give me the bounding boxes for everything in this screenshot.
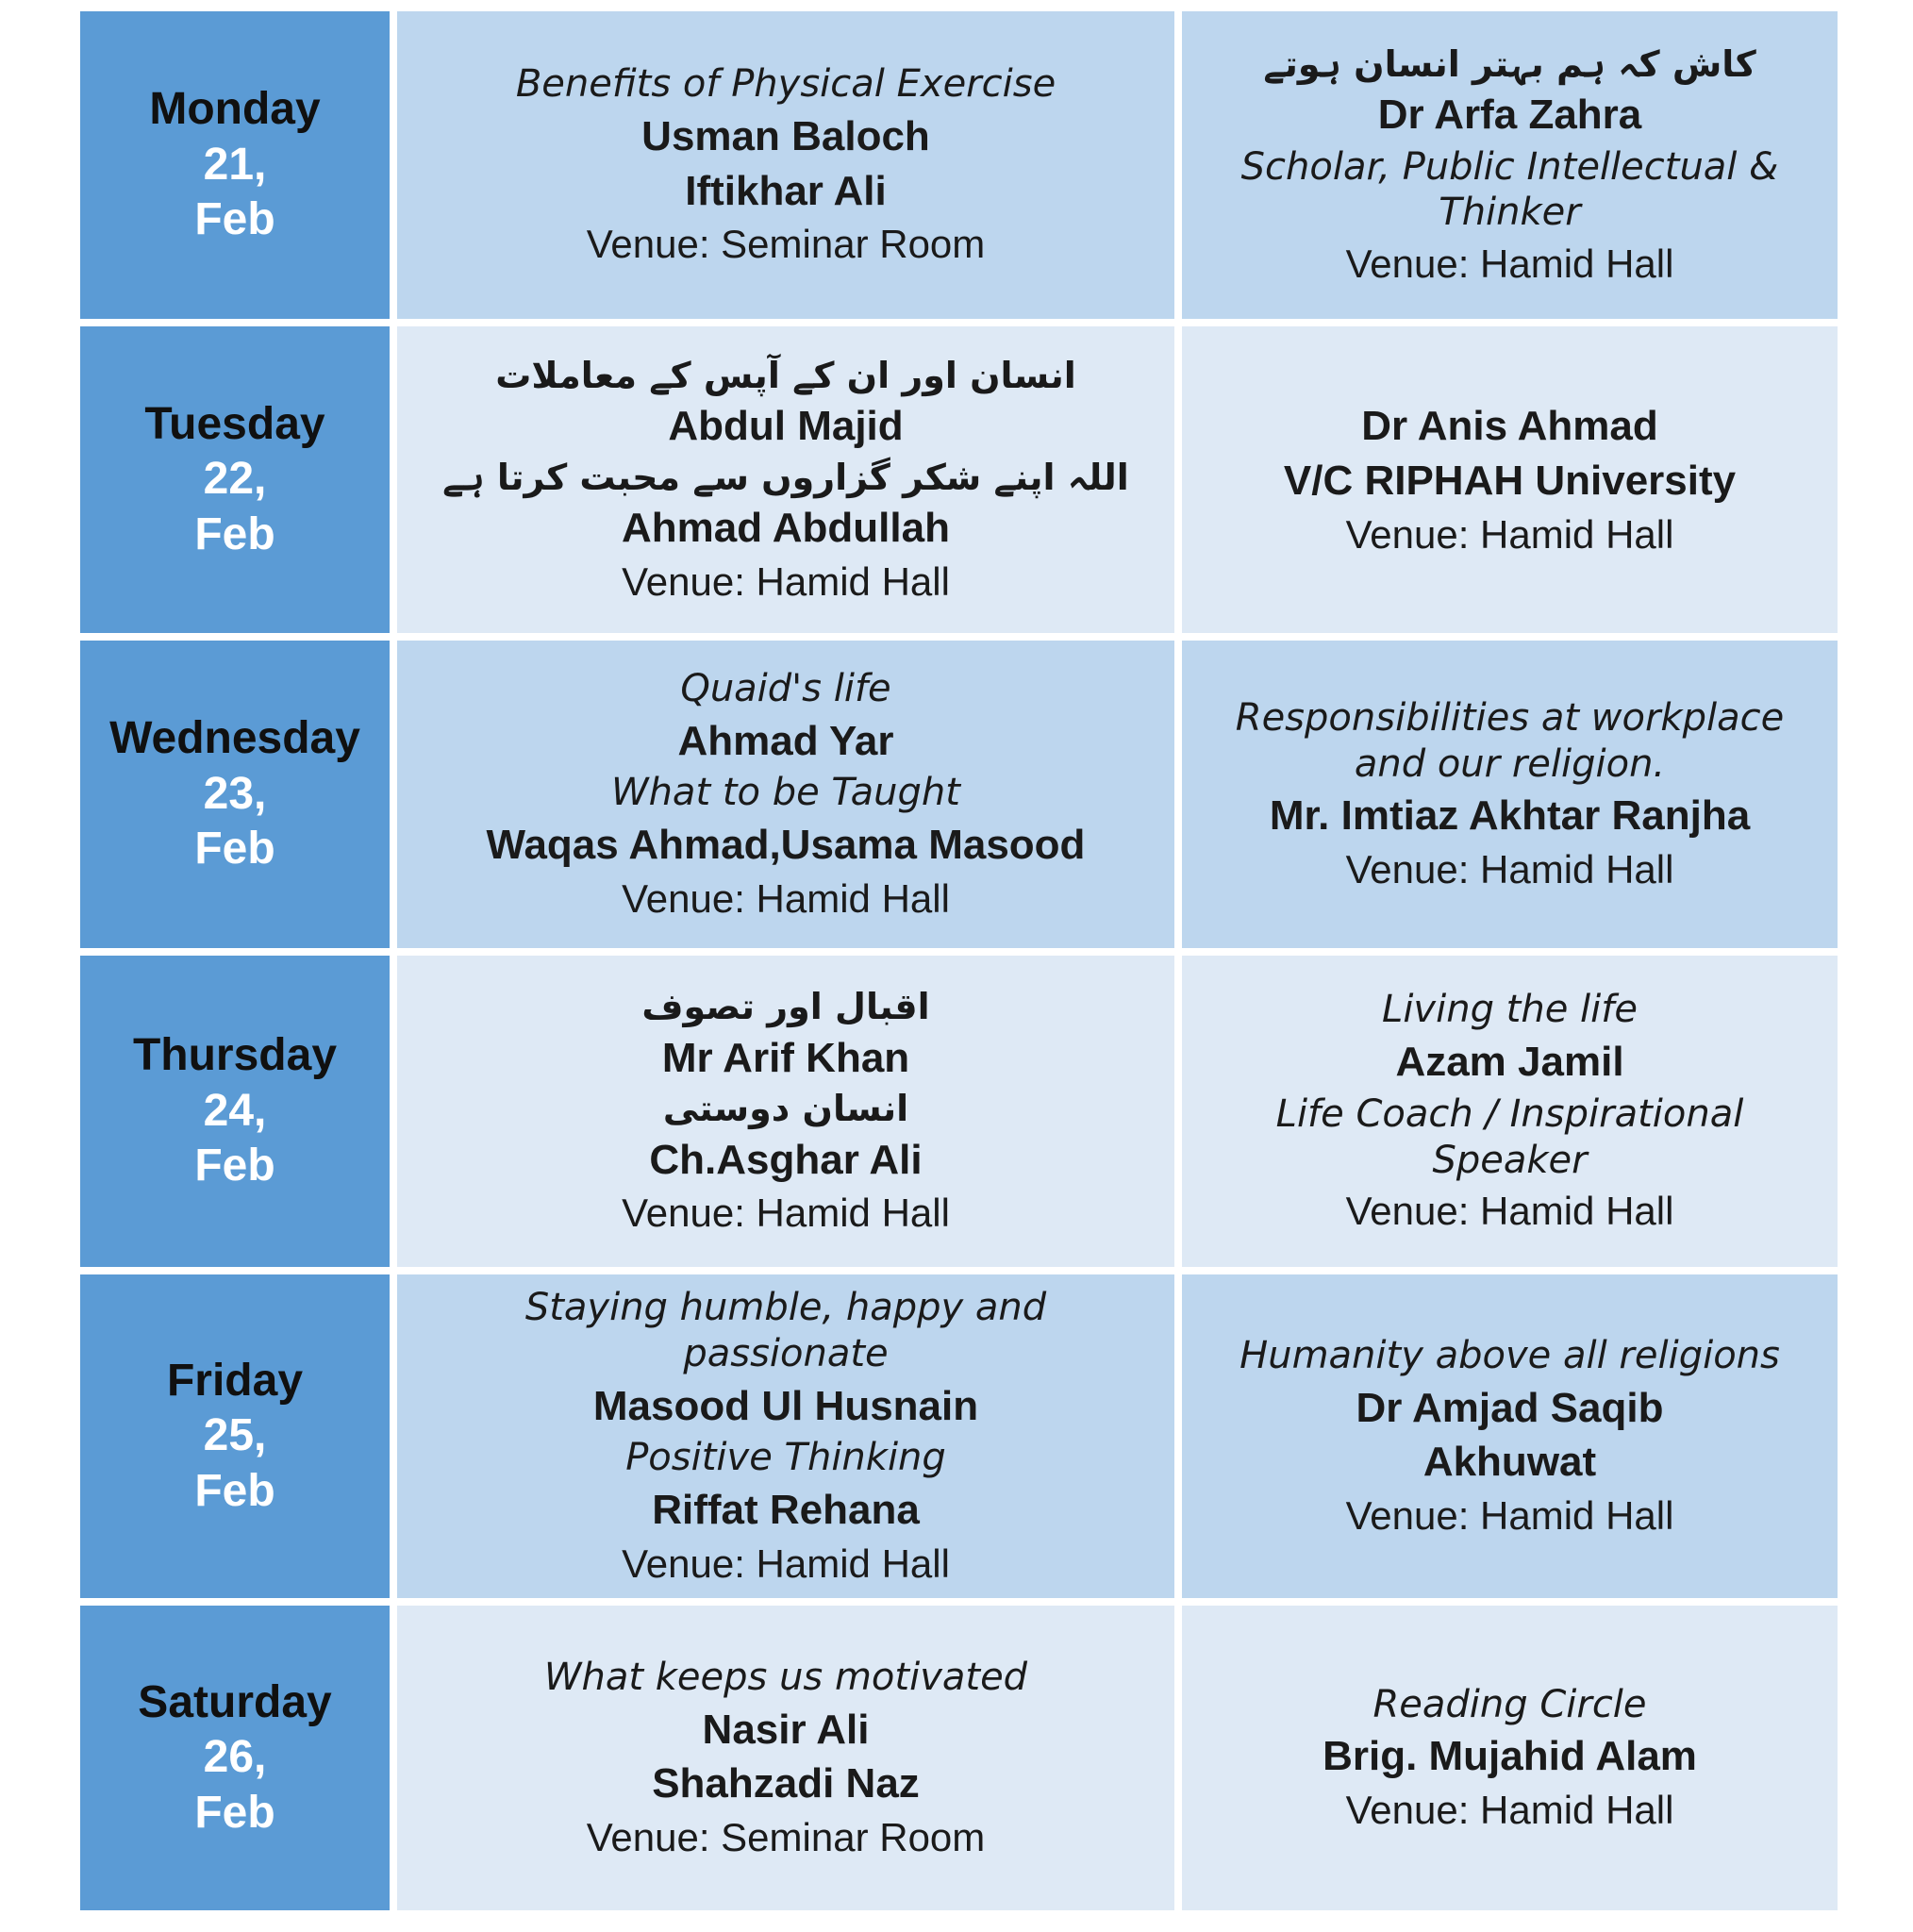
session-title-urdu: انسان اور ان کے آپس کے معاملات — [495, 354, 1076, 396]
speaker-name: Mr Arif Khan — [661, 1034, 910, 1081]
session-title: Staying humble, happy and passionate — [524, 1286, 1047, 1375]
session-cell-monday-right — [1182, 11, 1838, 319]
speaker-name: Shahzadi Naz — [652, 1760, 920, 1807]
venue-label: Venue: Hamid Hall — [622, 558, 950, 604]
session-title: Humanity above all religions — [1239, 1333, 1780, 1377]
session-title: What keeps us motivated — [543, 1655, 1028, 1699]
day-date: 21, — [203, 139, 267, 190]
day-name: Friday — [166, 1355, 304, 1406]
venue-label: Venue: Hamid Hall — [1345, 1492, 1674, 1538]
day-cell-tuesday — [80, 326, 390, 633]
day-name: Saturday — [138, 1676, 332, 1727]
venue-label: Venue: Hamid Hall — [1345, 1788, 1674, 1833]
day-cell-wednesday — [80, 641, 390, 948]
schedule-table — [80, 11, 1838, 1910]
session-cell-tuesday-right — [1182, 326, 1838, 633]
day-name: Thursday — [132, 1030, 338, 1081]
session-title-urdu: کاش کہ ہم بہتر انسان ہوتے — [1263, 42, 1756, 85]
speaker-name: Ahmad Yar — [677, 717, 894, 764]
session-cell-saturday-left — [397, 1606, 1174, 1910]
session-cell-wednesday-right — [1182, 641, 1838, 948]
session-title: Benefits of Physical Exercise — [515, 62, 1056, 107]
session-title: What to be Taught — [611, 771, 960, 815]
speaker-name: Ahmad Abdullah — [622, 505, 950, 552]
speaker-name: Dr Amjad Saqib — [1356, 1384, 1664, 1431]
venue-label: Venue: Hamid Hall — [1345, 847, 1674, 892]
speaker-role: V/C RIPHAH University — [1283, 457, 1737, 504]
speaker-name: Brig. Mujahid Alam — [1322, 1733, 1697, 1780]
session-cell-wednesday-left — [397, 641, 1174, 948]
session-title: Positive Thinking — [625, 1436, 946, 1480]
day-cell-saturday — [80, 1606, 390, 1910]
day-name: Tuesday — [144, 398, 325, 449]
session-cell-tuesday-left — [397, 326, 1174, 633]
speaker-name: Mr. Imtiaz Akhtar Ranjha — [1269, 792, 1751, 840]
venue-label: Venue: Seminar Room — [586, 222, 986, 267]
speaker-role: Scholar, Public Intellectual & Thinker — [1240, 144, 1779, 235]
session-title: Quaid's life — [680, 666, 891, 710]
venue-label: Venue: Hamid Hall — [622, 1191, 950, 1236]
session-title: Living the life — [1382, 988, 1638, 1032]
session-cell-saturday-right — [1182, 1606, 1838, 1910]
venue-label: Venue: Hamid Hall — [622, 875, 950, 921]
day-name: Wednesday — [109, 713, 360, 764]
speaker-name: Riffat Rehana — [652, 1487, 920, 1534]
session-cell-thursday-right — [1182, 956, 1838, 1267]
day-month: Feb — [194, 508, 275, 559]
speaker-name: Masood Ul Husnain — [592, 1382, 979, 1429]
speaker-name: Usman Baloch — [641, 113, 930, 160]
day-name: Monday — [149, 84, 321, 135]
day-date: 25, — [203, 1410, 267, 1461]
speaker-name: Abdul Majid — [668, 403, 904, 450]
session-title-urdu: انسان دوستی — [662, 1088, 909, 1130]
session-title-urdu: اللہ اپنے شکر گزاروں سے محبت کرتا ہے — [442, 456, 1129, 498]
speaker-name: Azam Jamil — [1395, 1039, 1624, 1086]
day-month: Feb — [194, 194, 275, 245]
day-cell-monday — [80, 11, 390, 319]
day-date: 22, — [203, 454, 267, 505]
day-cell-friday — [80, 1274, 390, 1598]
speaker-name: Nasir Ali — [702, 1706, 870, 1753]
venue-label: Venue: Hamid Hall — [1345, 511, 1674, 557]
day-date: 26, — [203, 1732, 267, 1783]
venue-label: Venue: Hamid Hall — [622, 1541, 950, 1586]
speaker-role: Life Coach / Inspirational Speaker — [1275, 1091, 1744, 1182]
speaker-name: Waqas Ahmad,Usama Masood — [486, 822, 1086, 869]
day-cell-thursday — [80, 956, 390, 1267]
session-cell-friday-right — [1182, 1274, 1838, 1598]
speaker-org: Akhuwat — [1422, 1439, 1597, 1486]
session-title: Reading Circle — [1372, 1682, 1647, 1726]
day-month: Feb — [194, 824, 275, 874]
day-month: Feb — [194, 1141, 275, 1191]
speaker-name: Dr Arfa Zahra — [1377, 91, 1642, 138]
speaker-name: Ch.Asghar Ali — [649, 1136, 923, 1183]
venue-label: Venue: Seminar Room — [586, 1814, 986, 1859]
venue-label: Venue: Hamid Hall — [1345, 1189, 1674, 1234]
session-cell-thursday-left — [397, 956, 1174, 1267]
session-title-urdu: اقبال اور تصوف — [641, 986, 930, 1028]
session-cell-monday-left — [397, 11, 1174, 319]
speaker-name: Dr Anis Ahmad — [1361, 403, 1658, 450]
day-month: Feb — [194, 1787, 275, 1838]
day-date: 23, — [203, 768, 267, 819]
day-date: 24, — [203, 1085, 267, 1136]
day-month: Feb — [194, 1465, 275, 1516]
session-cell-friday-left — [397, 1274, 1174, 1598]
speaker-name: Iftikhar Ali — [685, 167, 887, 214]
venue-label: Venue: Hamid Hall — [1345, 242, 1674, 287]
session-title: Responsibilities at workplace and our religion. — [1235, 695, 1785, 786]
